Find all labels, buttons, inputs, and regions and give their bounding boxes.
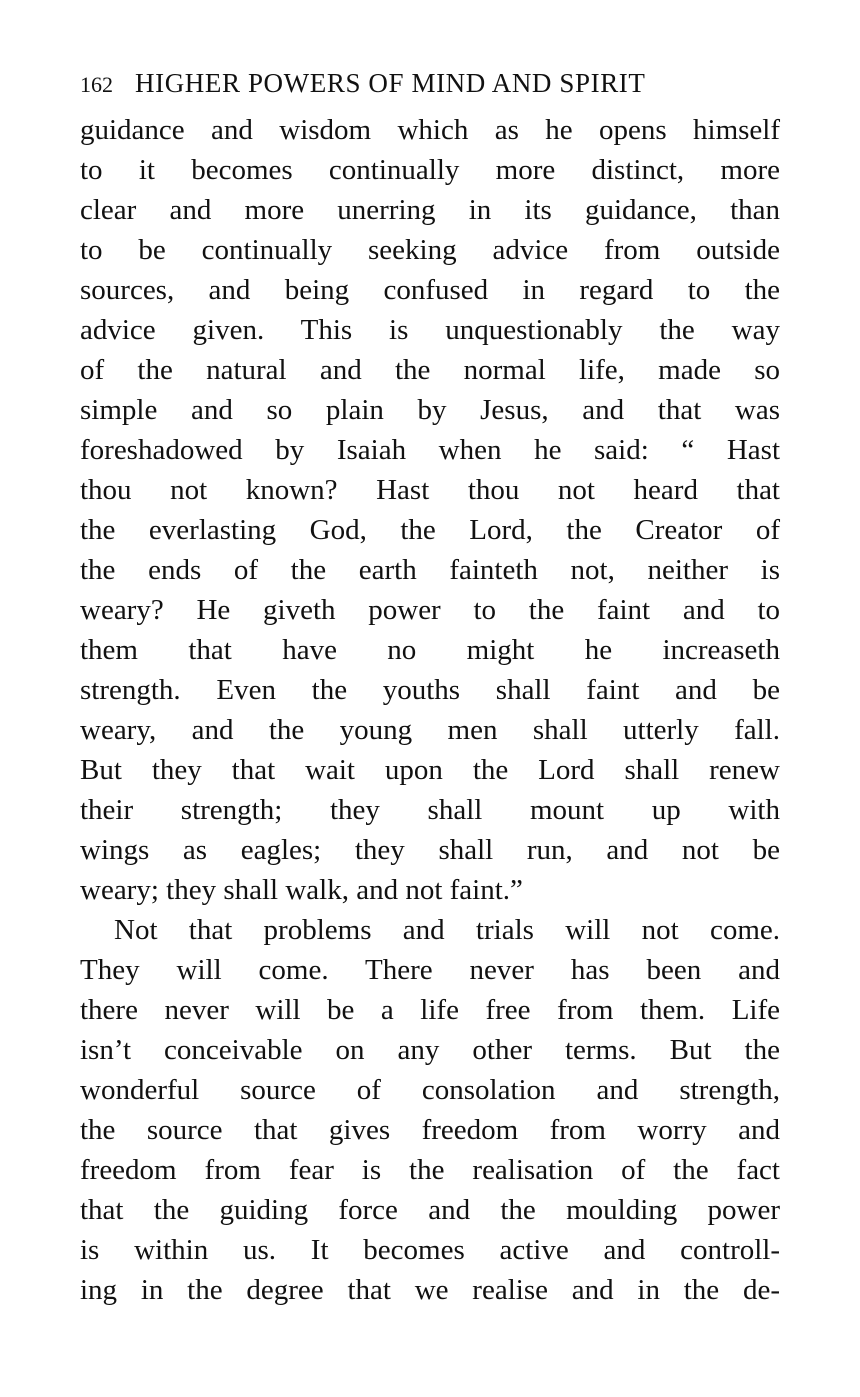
paragraph-2 bbox=[80, 910, 780, 1310]
text-line: isn’t conceivable on any other terms. But the bbox=[80, 1034, 780, 1066]
text-line: Not that problems and trials will not come. bbox=[114, 914, 780, 946]
text-line: weary; they shall walk, and not faint.” bbox=[80, 874, 523, 906]
text-line: ing in the degree that we realise and in the de- bbox=[80, 1274, 780, 1306]
text-line: to be continually seeking advice from outside bbox=[80, 234, 780, 266]
text-line: foreshadowed by Isaiah when he said: “ Hast bbox=[80, 434, 780, 466]
running-title: HIGHER POWERS OF MIND AND SPIRIT bbox=[135, 68, 646, 98]
text-line: freedom from fear is the realisation of the fact bbox=[80, 1154, 780, 1186]
text-line: clear and more unerring in its guidance, than bbox=[80, 194, 780, 226]
text-line: But they that wait upon the Lord shall renew bbox=[80, 754, 780, 786]
text-line: wings as eagles; they shall run, and not be bbox=[80, 834, 780, 866]
text-line: the ends of the earth fainteth not, neither is bbox=[80, 554, 780, 586]
text-line: is within us. It becomes active and controll- bbox=[80, 1234, 780, 1266]
text-line: sources, and being confused in regard to the bbox=[80, 274, 780, 306]
text-line: thou not known? Hast thou not heard that bbox=[80, 474, 780, 506]
text-line: simple and so plain by Jesus, and that was bbox=[80, 394, 780, 426]
text-line: strength. Even the youths shall faint and be bbox=[80, 674, 780, 706]
text-line: wonderful source of consolation and strength, bbox=[80, 1074, 780, 1106]
text-line: there never will be a life free from them. Life bbox=[80, 994, 780, 1026]
text-line: their strength; they shall mount up with bbox=[80, 794, 780, 826]
text-line: They will come. There never has been and bbox=[80, 954, 780, 986]
text-line: advice given. This is unquestionably the way bbox=[80, 314, 780, 346]
text-line: that the guiding force and the moulding power bbox=[80, 1194, 780, 1226]
running-header bbox=[80, 68, 780, 110]
book-page bbox=[80, 68, 780, 1310]
paragraph-1 bbox=[80, 110, 780, 910]
text-line: the everlasting God, the Lord, the Creator of bbox=[80, 514, 780, 546]
text-line: weary, and the young men shall utterly fall. bbox=[80, 714, 780, 746]
text-line: the source that gives freedom from worry and bbox=[80, 1114, 780, 1146]
text-line: of the natural and the normal life, made so bbox=[80, 354, 780, 386]
page-number: 162 bbox=[80, 72, 113, 97]
text-line: weary? He giveth power to the faint and to bbox=[80, 594, 780, 626]
text-line: them that have no might he increaseth bbox=[80, 634, 780, 666]
text-line: guidance and wisdom which as he opens himself bbox=[80, 114, 780, 146]
text-line: to it becomes continually more distinct, more bbox=[80, 154, 780, 186]
